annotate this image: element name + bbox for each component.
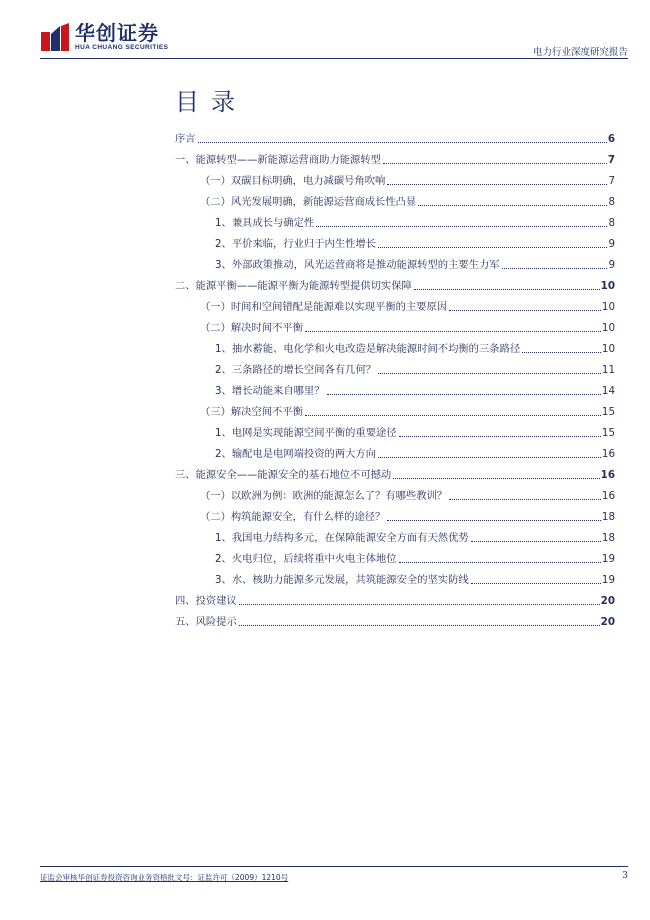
toc-entry[interactable] bbox=[175, 236, 615, 252]
toc-entry[interactable] bbox=[175, 593, 615, 609]
toc-entry-label: 3、外部政策推动，风光运营商将是推动能源转型的主要生力军 bbox=[215, 259, 500, 271]
toc-entry-page: 8 bbox=[608, 217, 615, 229]
toc-leader bbox=[198, 142, 607, 143]
toc-entry[interactable] bbox=[175, 425, 615, 441]
toc-entry[interactable] bbox=[175, 299, 615, 315]
toc-entry-page: 18 bbox=[601, 532, 615, 544]
toc-leader bbox=[471, 541, 601, 542]
toc-leader bbox=[239, 604, 600, 605]
logo-name-en: HUA CHUANG SECURITIES bbox=[75, 44, 169, 51]
regulatory-notice bbox=[40, 872, 288, 883]
toc-entry-page: 15 bbox=[601, 427, 615, 439]
toc-entry-page: 20 bbox=[600, 616, 615, 628]
toc-leader bbox=[449, 499, 601, 500]
toc-entry-label: 1、兼具成长与确定性 bbox=[215, 217, 315, 229]
company-logo bbox=[40, 20, 168, 54]
toc-entry[interactable] bbox=[175, 341, 615, 357]
toc-entry-page: 10 bbox=[601, 301, 615, 313]
toc-entry-label: 二、能源平衡——能源平衡为能源转型提供切实保障 bbox=[175, 280, 412, 292]
toc-entry-label: 3、水、核助力能源多元发展，共筑能源安全的坚实防线 bbox=[215, 574, 469, 586]
toc-entry-label: 3、增长动能来自哪里？ bbox=[215, 385, 325, 397]
toc-entry-page: 19 bbox=[601, 553, 615, 565]
toc-leader bbox=[378, 247, 607, 248]
toc-title: 目录 bbox=[175, 88, 247, 116]
logo-mark-icon bbox=[40, 22, 70, 52]
page-number: 3 bbox=[622, 871, 628, 881]
toc-entry-label: 1、抽水蓄能、电化学和火电改造是解决能源时间不均衡的三条路径 bbox=[215, 343, 521, 355]
toc-leader bbox=[414, 289, 600, 290]
toc-leader bbox=[449, 310, 601, 311]
toc-entry[interactable] bbox=[175, 383, 615, 399]
toc-entry[interactable] bbox=[175, 152, 615, 168]
toc-entry-page: 18 bbox=[601, 511, 615, 523]
toc-entry-label: 一、能源转型——新能源运营商助力能源转型 bbox=[175, 154, 381, 166]
toc-leader bbox=[399, 562, 601, 563]
toc-leader bbox=[471, 583, 601, 584]
toc-entry-label: （二）风光发展明确，新能源运营商成长性凸显 bbox=[200, 196, 417, 208]
toc-entry-page: 7 bbox=[608, 175, 615, 187]
toc-leader bbox=[383, 163, 607, 164]
toc-entry-page: 16 bbox=[601, 490, 615, 502]
toc-entry-label: （一）以欧洲为例：欧洲的能源怎么了？有哪些教训？ bbox=[200, 490, 448, 502]
toc-leader bbox=[393, 478, 599, 479]
toc-entry-label: 序言 bbox=[175, 133, 196, 145]
toc-entry-page: 8 bbox=[608, 196, 615, 208]
toc-entry[interactable] bbox=[175, 320, 615, 336]
toc-entry-page: 11 bbox=[601, 364, 615, 376]
toc-entry[interactable] bbox=[175, 446, 615, 462]
toc-leader bbox=[239, 625, 600, 626]
toc-leader bbox=[387, 520, 601, 521]
toc-entry-page: 7 bbox=[607, 154, 615, 166]
toc-entry-label: 五、风险提示 bbox=[175, 616, 237, 628]
toc-leader bbox=[378, 373, 601, 374]
toc-leader bbox=[305, 415, 601, 416]
toc-entry-page: 14 bbox=[601, 385, 615, 397]
toc-entry-label: （三）解决空间不平衡 bbox=[200, 406, 303, 418]
toc-entry-page: 16 bbox=[600, 469, 615, 481]
toc-entry[interactable] bbox=[175, 488, 615, 504]
logo-name-cn: 华创证券 bbox=[75, 21, 159, 45]
toc-leader bbox=[387, 184, 607, 185]
toc-entry-page: 19 bbox=[601, 574, 615, 586]
toc-entry-label: 三、能源安全——能源安全的基石地位不可撼动 bbox=[175, 469, 392, 481]
toc-entry[interactable] bbox=[175, 572, 615, 588]
report-type: 电力行业深度研究报告 bbox=[532, 47, 628, 58]
toc-entry-page: 16 bbox=[601, 448, 615, 460]
toc-entry-page: 9 bbox=[608, 259, 615, 271]
toc-leader bbox=[418, 205, 607, 206]
toc-entry[interactable] bbox=[175, 530, 615, 546]
toc-entry-label: 四、投资建议 bbox=[175, 595, 237, 607]
toc-entry-label: 2、火电归位，后续将重中火电主体地位 bbox=[215, 553, 397, 565]
toc-entry[interactable] bbox=[175, 131, 615, 147]
toc-leader bbox=[399, 436, 601, 437]
toc-leader bbox=[502, 268, 608, 269]
toc-entry[interactable] bbox=[175, 467, 615, 483]
toc-entry[interactable] bbox=[175, 362, 615, 378]
toc-entry-page: 6 bbox=[607, 133, 615, 145]
toc-entry[interactable] bbox=[175, 194, 615, 210]
toc-entry-label: 2、三条路径的增长空间各有几何？ bbox=[215, 364, 377, 376]
toc-entry-page: 10 bbox=[601, 322, 615, 334]
toc-leader bbox=[522, 352, 601, 353]
toc-entry-page: 10 bbox=[601, 343, 615, 355]
toc-entry[interactable] bbox=[175, 257, 615, 273]
toc-entry-label: 2、输配电是电网端投资的两大方向 bbox=[215, 448, 377, 460]
toc-entry-label: （一）时间和空间错配是能源难以实现平衡的主要原因 bbox=[200, 301, 448, 313]
header-divider bbox=[40, 58, 628, 59]
toc-leader bbox=[305, 331, 601, 332]
toc-entry-page: 9 bbox=[608, 238, 615, 250]
toc-entry[interactable] bbox=[175, 614, 615, 630]
regulatory-notice-text: 证监会审核华创证券投资咨询业务资格批文号：证监许可（2009）1210号 bbox=[40, 873, 289, 882]
toc-entry-page: 15 bbox=[601, 406, 615, 418]
toc-entry-label: 1、电网是实现能源空间平衡的重要途径 bbox=[215, 427, 397, 439]
toc-entry-label: 1、我国电力结构多元，在保障能源安全方面有天然优势 bbox=[215, 532, 469, 544]
toc-entry[interactable] bbox=[175, 173, 615, 189]
toc-entry[interactable] bbox=[175, 551, 615, 567]
toc-entry-page: 10 bbox=[600, 280, 615, 292]
footer-divider bbox=[40, 866, 628, 867]
toc-leader bbox=[378, 457, 601, 458]
toc-entry-label: （二）解决时间不平衡 bbox=[200, 322, 303, 334]
toc-entry[interactable] bbox=[175, 215, 615, 231]
toc-leader bbox=[316, 226, 607, 227]
toc-entry[interactable] bbox=[175, 509, 615, 525]
toc-entry[interactable] bbox=[175, 278, 615, 294]
toc-entry-label: 2、平价来临，行业归于内生性增长 bbox=[215, 238, 377, 250]
toc-entry[interactable] bbox=[175, 404, 615, 420]
toc-entry-page: 20 bbox=[600, 595, 615, 607]
toc-leader bbox=[327, 394, 601, 395]
toc-entry-label: （二）构筑能源安全，有什么样的途径？ bbox=[200, 511, 386, 523]
toc-entry-label: （一）双碳目标明确，电力减碳号角吹响 bbox=[200, 175, 386, 187]
